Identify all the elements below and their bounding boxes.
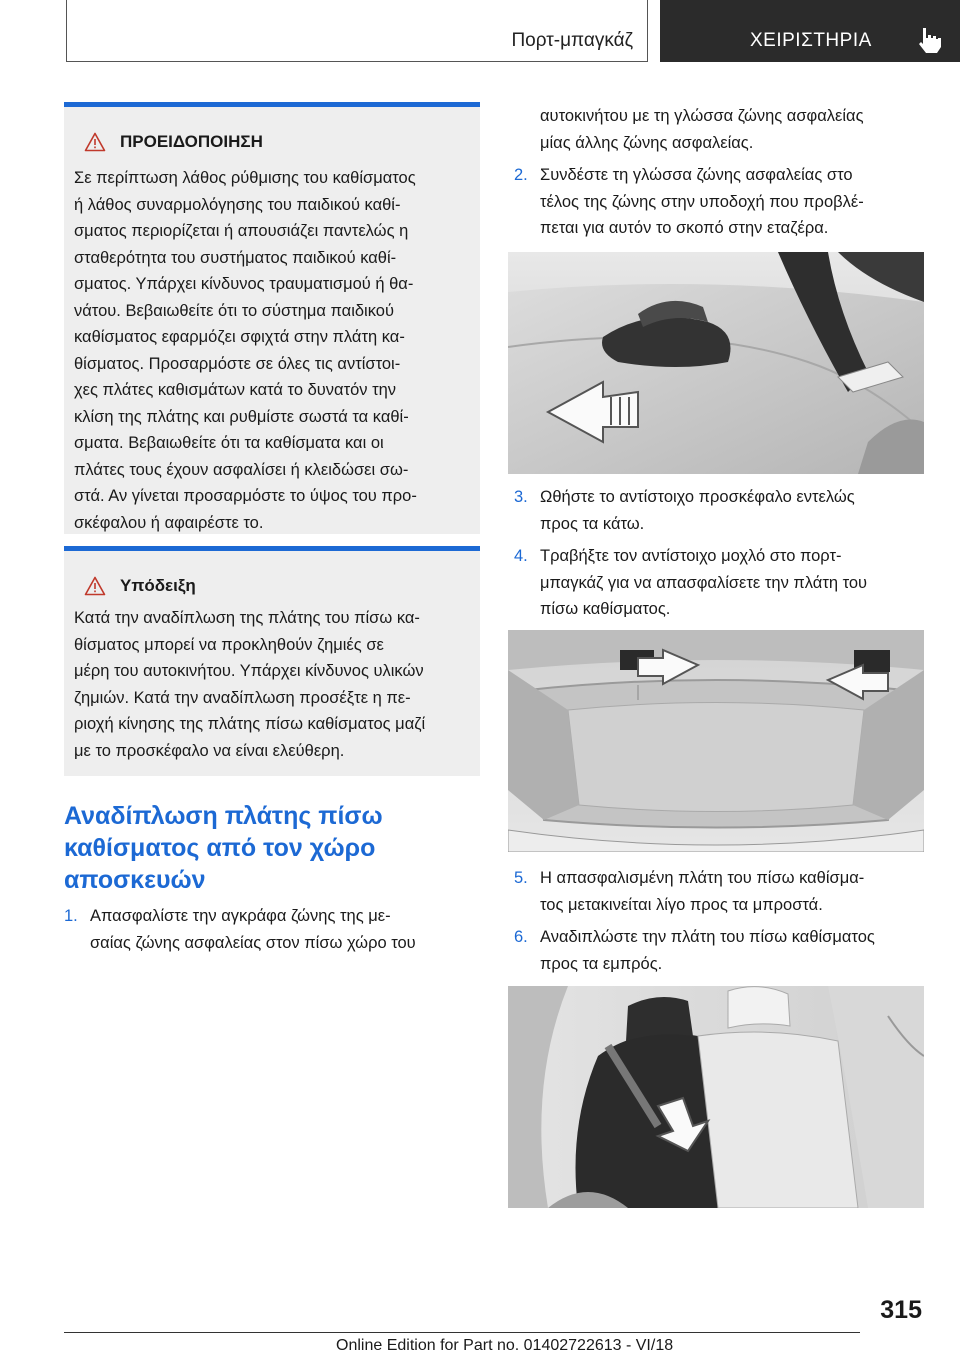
text-line: θίσματος. Προσαρμόστε σε όλες τις αντίστοι- — [74, 354, 401, 373]
step-text-line: τος μετακινείται λίγο προς τα μπροστά. — [540, 895, 823, 914]
manual-chapter-tab — [660, 0, 960, 62]
illustration-trunk-levers — [508, 630, 924, 852]
step-text-line: σαίας ζώνης ασφαλείας στον πίσω χώρο του — [90, 933, 416, 952]
step-1-continued — [540, 103, 864, 156]
step-number: 4. — [514, 547, 528, 565]
step-text-line: Η απασφαλισμένη πλάτη του πίσω καθίσμα- — [540, 869, 865, 887]
step-text-line: μίας άλλης ζώνης ασφαλείας. — [540, 133, 754, 152]
section-title: Πορτ-μπαγκάζ — [511, 30, 633, 51]
text-line: χες πλάτες καθισμάτων κατά το δυνατόν την — [74, 381, 397, 399]
step-text-line: Συνδέστε τη γλώσσα ζώνης ασφαλείας στο — [540, 166, 853, 184]
text-line: θίσματος μπορεί να προκληθούν ζημιές σε — [74, 635, 384, 654]
text-line: μέρη του αυτοκινήτου. Υπάρχει κίνδυνος υλικών — [74, 662, 424, 680]
text-line: ή λάθος συναρμολόγησης του παιδικού καθί- — [74, 195, 401, 214]
warning-triangle-icon — [84, 132, 106, 152]
heading-line: Αναδίπλωση πλάτης πίσω — [64, 802, 383, 830]
step-number: 6. — [514, 928, 528, 946]
text-line: ζημιών. Κατά την αναδίπλωση προσέξτε η πε- — [74, 688, 411, 707]
step-number: 2. — [514, 166, 528, 184]
text-line: σματα. Βεβαιωθείτε ότι τα καθίσματα και οι — [74, 434, 384, 452]
text-line: στά. Αν γίνεται προσαρμόστε το ύψος του προ- — [74, 487, 417, 505]
header-section-box — [66, 0, 648, 62]
step-text-line: πεται για αυτόν το σκοπό στην εταζέρα. — [540, 219, 829, 237]
step-text-line: πίσω καθίσματος. — [540, 600, 671, 618]
text-line: Κατά την αναδίπλωση της πλάτης του πίσω κα- — [74, 609, 420, 627]
illustration-rear-seat-fold — [508, 986, 924, 1208]
section-heading — [64, 800, 480, 896]
step-text-line: Ωθήστε το αντίστοιχο προσκέφαλο εντελώς — [540, 488, 855, 506]
footer-rule — [64, 1332, 860, 1333]
step-number: 3. — [514, 488, 528, 506]
text-line: σκέφαλου ή αφαιρέστε το. — [74, 513, 264, 532]
step-text-line: προς τα κάτω. — [540, 514, 645, 533]
text-line: σματος. Υπάρχει κίνδυνος τραυματισμού ή θα- — [74, 275, 414, 293]
text-line: πλάτες τους έχουν ασφαλίσει ή κλειδώσει σω- — [74, 460, 409, 479]
text-line: Σε περίπτωση λάθος ρύθμισης του καθίσματος — [74, 169, 416, 187]
edition-footer: Online Edition for Part no. 01402722613 - VI/18 — [336, 1337, 674, 1354]
note-notice — [64, 546, 480, 776]
step-number: 1. — [64, 907, 78, 925]
heading-line: αποσκευών — [64, 866, 206, 894]
note-title: Υπόδειξη — [120, 576, 196, 595]
warning-triangle-icon — [84, 576, 106, 596]
page-number: 315 — [880, 1296, 922, 1324]
step-text-line: αυτοκινήτου με τη γλώσσα ζώνης ασφαλείας — [540, 107, 864, 125]
step-text-line: προς τα εμπρός. — [540, 954, 663, 973]
hand-pointer-icon — [914, 25, 944, 55]
step-text-line: Αναδιπλώστε την πλάτη του πίσω καθίσματος — [540, 928, 875, 946]
step-number: 5. — [514, 869, 528, 887]
text-line: με το προσκέφαλο να είναι ελεύθερη. — [74, 741, 345, 760]
note-text — [74, 605, 474, 764]
text-line: κλίση της πλάτης και ρυθμίστε σωστά τα καθί- — [74, 407, 409, 426]
heading-line: καθίσματος από τον χώρο — [64, 834, 376, 862]
text-line: σταθερότητα του συστήματος παιδικού καθί- — [74, 248, 397, 267]
illustration-belt-shelf — [508, 252, 924, 474]
step-text-line: τέλος της ζώνης στην υποδοχή που προβλέ- — [540, 192, 864, 211]
warning-text — [74, 165, 474, 536]
warning-notice — [64, 102, 480, 534]
text-line: νάτου. Βεβαιωθείτε ότι το σύστημα παιδικού — [74, 301, 394, 320]
text-line: σματος περιορίζεται ή απουσιάζει παντελώς η — [74, 222, 409, 240]
text-line: ριοχή κίνησης της πλάτης πίσω καθίσματος μαζί — [74, 715, 426, 733]
warning-title: ΠΡΟΕΙΔΟΠΟΙΗΣΗ — [120, 132, 263, 151]
step-text-line: μπαγκάζ για να απασφαλίσετε την πλάτη του — [540, 573, 868, 592]
chapter-label: ΧΕΙΡΙΣΤΗΡΙΑ — [750, 30, 872, 51]
text-line: καθίσματος εφαρμόζει σφιχτά στην πλάτη κα- — [74, 328, 405, 346]
step-text-line: Τραβήξτε τον αντίστοιχο μοχλό στο πορτ- — [540, 547, 842, 565]
step-text-line: Απασφαλίστε την αγκράφα ζώνης της με- — [90, 907, 391, 925]
